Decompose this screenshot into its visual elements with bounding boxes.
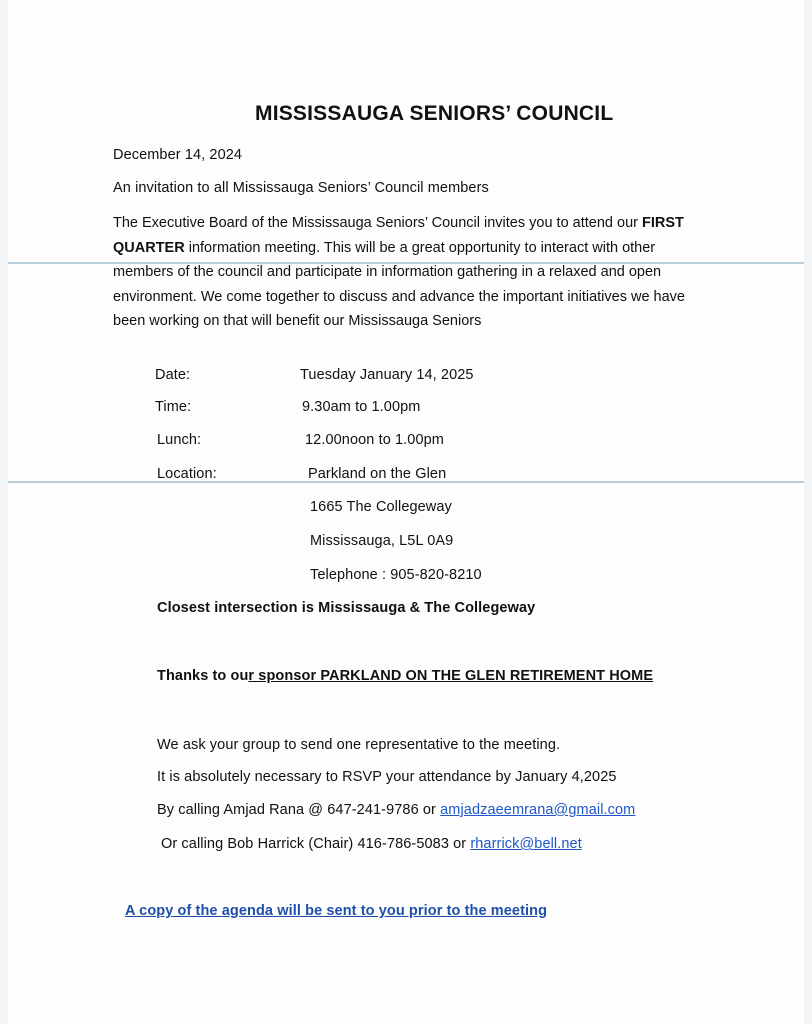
date-value: Tuesday January 14, 2025	[300, 367, 474, 383]
date-label: Date:	[155, 367, 191, 383]
sponsor-line	[157, 668, 653, 684]
location-line: Parkland on the Glen	[308, 466, 447, 482]
email-link-bob[interactable]: rharrick@bell.net	[470, 836, 582, 852]
location-line: Mississauga, L5L 0A9	[310, 533, 454, 549]
intro-paragraph	[113, 211, 713, 334]
letter-date: December 14, 2024	[113, 147, 243, 163]
document-page	[8, 0, 804, 1024]
location-line: Telephone : 905-820-8210	[310, 567, 482, 583]
lunch-label: Lunch:	[157, 432, 202, 448]
rsvp-contact-text: Or calling Bob Harrick (Chair) 416-786-5083 or	[161, 836, 471, 852]
sponsor-name: r sponsor PARKLAND ON THE GLEN RETIREMENT HOME	[248, 668, 654, 684]
lunch-value: 12.00noon to 1.00pm	[305, 432, 444, 448]
email-link-amjad[interactable]: amjadzaeemrana@gmail.com	[440, 802, 636, 818]
invitation-line: An invitation to all Mississauga Seniors’ Council members	[113, 180, 489, 196]
rsvp-contact-amjad	[157, 802, 635, 818]
rsvp-line: We ask your group to send one representative to the meeting.	[157, 737, 561, 753]
rsvp-contact-text: By calling Amjad Rana @ 647-241-9786 or	[157, 802, 441, 818]
location-line: 1665 The Collegeway	[310, 499, 452, 515]
rsvp-line: It is absolutely necessary to RSVP your attendance by January 4,2025	[157, 769, 617, 785]
paragraph-text-2: information meeting. This will be a great opportunity to interact with other members of the council and participate in information gathering in a relaxed and open environment. We come together to discuss and advance the important initiatives we have been working on that will benefit our Mississauga Seniors	[113, 239, 685, 330]
agenda-note-text: A copy of the agenda will be sent to you prior to the meeting	[125, 903, 548, 919]
sponsor-prefix: Thanks to ou	[157, 668, 249, 684]
time-label: Time:	[155, 399, 192, 415]
intersection-note: Closest intersection is Mississauga & The Collegeway	[157, 600, 536, 616]
agenda-note	[113, 903, 547, 919]
time-value: 9.30am to 1.00pm	[302, 399, 421, 415]
paragraph-text-1: The Executive Board of the Mississauga Seniors’ Council invites you to attend our	[113, 215, 642, 231]
paragraph-bold: FIRST QUARTER	[113, 215, 684, 256]
rsvp-contact-bob	[161, 836, 582, 852]
location-label: Location:	[157, 466, 217, 482]
document-title: MISSISSAUGA SENIORS’ COUNCIL	[255, 102, 614, 125]
